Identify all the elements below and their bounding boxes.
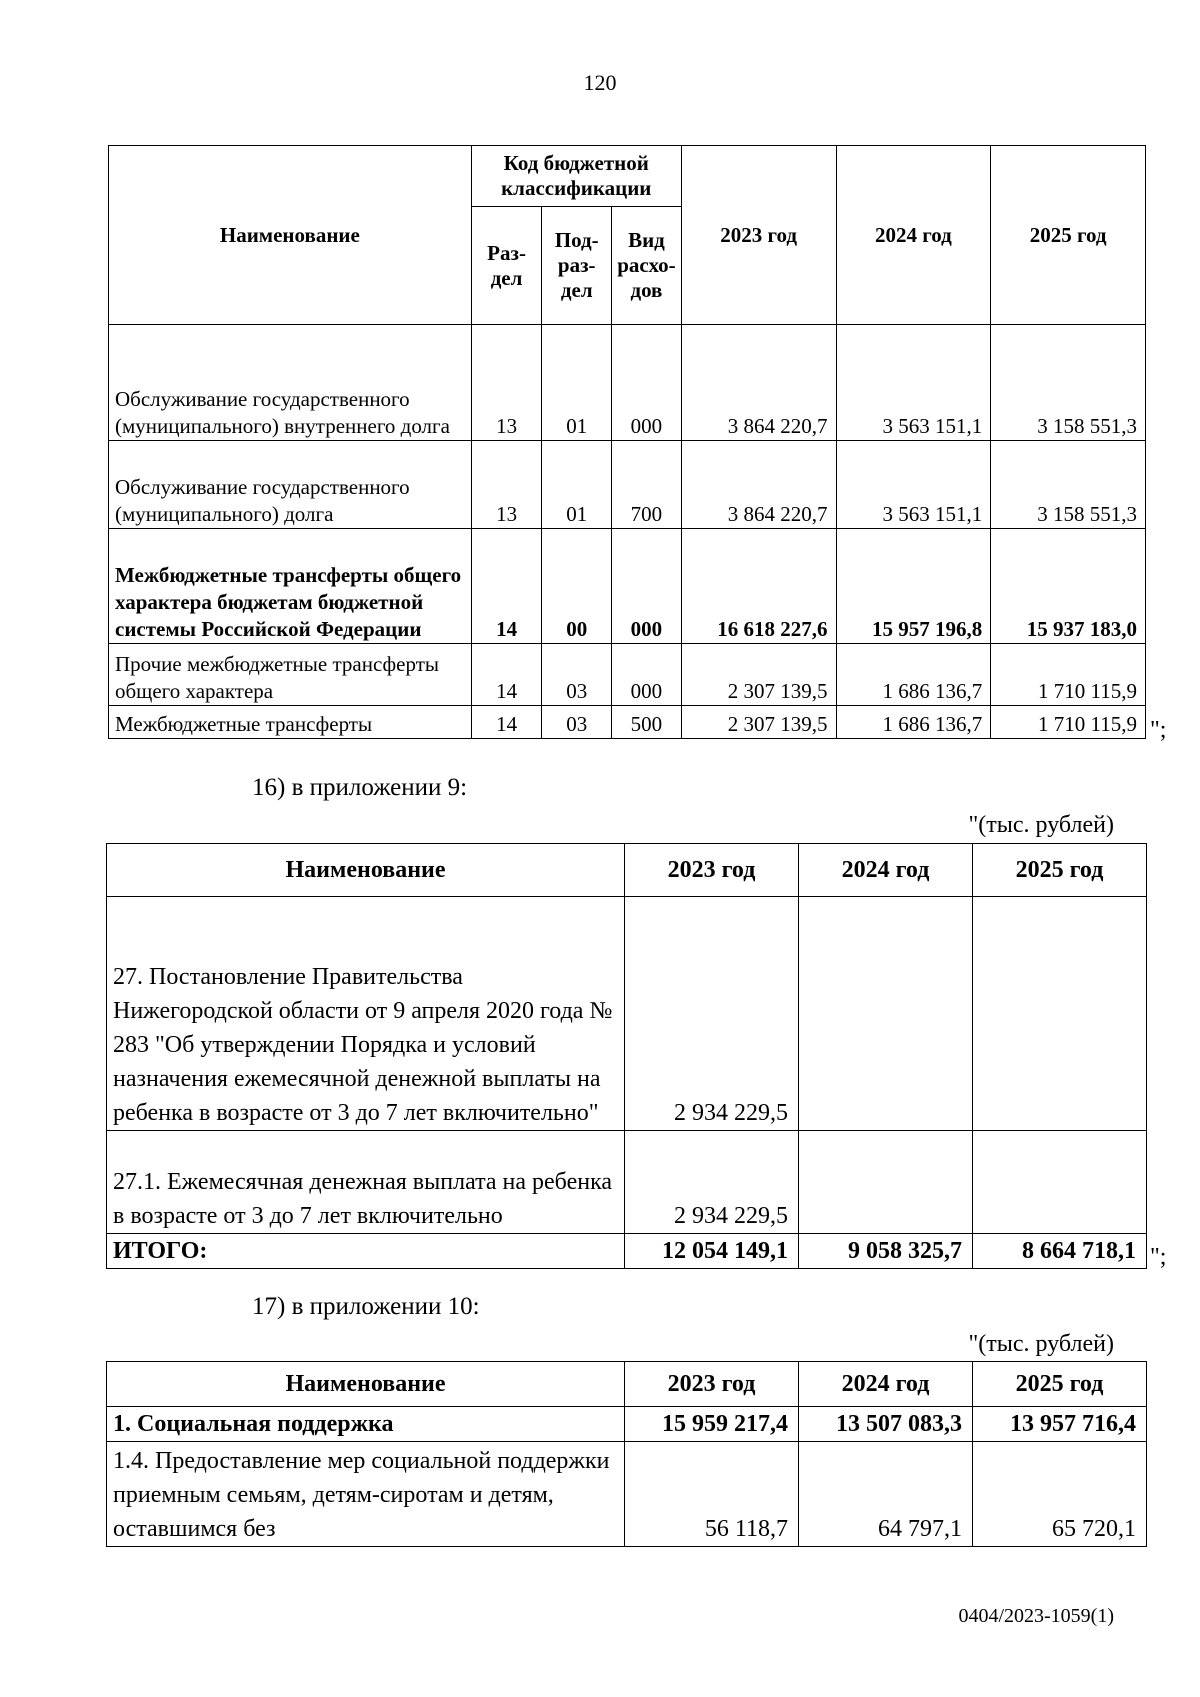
- row-subsection: 03: [542, 644, 612, 706]
- section16-unit: "(тыс. рублей): [968, 812, 1114, 838]
- row-section: 13: [471, 441, 542, 529]
- header-name: Наименование: [109, 146, 472, 325]
- table-row: [107, 1407, 1147, 1442]
- row-name: Обслуживание государственного (муниципального) долга: [109, 441, 472, 529]
- header-2023: 2023 год: [681, 146, 836, 325]
- section17-intro: 17) в приложении 10:: [252, 1293, 480, 1320]
- total-label: ИТОГО:: [107, 1234, 625, 1269]
- header-expense-type: Вид расхо- дов: [612, 207, 682, 325]
- row-2025: 15 937 183,0: [991, 529, 1146, 644]
- header-section: Раз- дел: [471, 207, 542, 325]
- total-row: [107, 1234, 1147, 1269]
- row-subsection: 01: [542, 441, 612, 529]
- row-2025: 65 720,1: [973, 1442, 1147, 1547]
- header-name: Наименование: [107, 844, 625, 897]
- row-section: 14: [471, 529, 542, 644]
- row-name: Прочие межбюджетные трансферты общего характера: [109, 644, 472, 706]
- row-2025: 3 158 551,3: [991, 325, 1146, 441]
- row-2025: 3 158 551,3: [991, 441, 1146, 529]
- row-expense-type: 500: [612, 706, 682, 739]
- row-2023: 3 864 220,7: [681, 441, 836, 529]
- header-2024: 2024 год: [836, 146, 991, 325]
- row-2023: 2 934 229,5: [625, 1131, 799, 1234]
- section16-intro: 16) в приложении 9:: [252, 774, 468, 801]
- row-2024: 3 563 151,1: [836, 441, 991, 529]
- header-2023: 2023 год: [625, 1362, 799, 1407]
- row-2025: [973, 897, 1147, 1131]
- appendix9-table: [106, 843, 1147, 1269]
- row-expense-type: 000: [612, 529, 682, 644]
- header-name: Наименование: [107, 1362, 625, 1407]
- row-section: 13: [471, 325, 542, 441]
- row-expense-type: 000: [612, 644, 682, 706]
- row-2023: 56 118,7: [625, 1442, 799, 1547]
- row-2023: 3 864 220,7: [681, 325, 836, 441]
- table-row: [107, 1442, 1147, 1547]
- row-section: 14: [471, 644, 542, 706]
- header-2024: 2024 год: [799, 844, 973, 897]
- table-row: [109, 706, 1146, 739]
- table-row: [109, 325, 1146, 441]
- header-code-group: Код бюджетной классификации: [471, 146, 681, 207]
- row-2024: [799, 1131, 973, 1234]
- header-2023: 2023 год: [625, 844, 799, 897]
- row-expense-type: 000: [612, 325, 682, 441]
- row-2023: 15 959 217,4: [625, 1407, 799, 1442]
- row-expense-type: 700: [612, 441, 682, 529]
- row-2024: 3 563 151,1: [836, 325, 991, 441]
- row-name: 1. Социальная поддержка: [107, 1407, 625, 1442]
- table-row: [109, 644, 1146, 706]
- header-2025: 2025 год: [973, 1362, 1147, 1407]
- row-subsection: 01: [542, 325, 612, 441]
- table-row: [109, 529, 1146, 644]
- table1-closing-quote: ";: [1150, 717, 1167, 743]
- section16-closing-quote: ";: [1150, 1244, 1167, 1270]
- table-row: [107, 1131, 1147, 1234]
- row-subsection: 03: [542, 706, 612, 739]
- header-2024: 2024 год: [799, 1362, 973, 1407]
- row-2024: [799, 897, 973, 1131]
- row-name: Межбюджетные трансферты: [109, 706, 472, 739]
- table-row: [107, 897, 1147, 1131]
- row-2025: 13 957 716,4: [973, 1407, 1147, 1442]
- header-2025: 2025 год: [991, 146, 1146, 325]
- total-2024: 9 058 325,7: [799, 1234, 973, 1269]
- row-name: Обслуживание государственного (муниципального) внутреннего долга: [109, 325, 472, 441]
- row-2023: 2 307 139,5: [681, 644, 836, 706]
- row-2023: 16 618 227,6: [681, 529, 836, 644]
- row-2024: 1 686 136,7: [836, 706, 991, 739]
- row-2025: 1 710 115,9: [991, 644, 1146, 706]
- appendix10-table: [106, 1361, 1147, 1547]
- row-2023: 2 307 139,5: [681, 706, 836, 739]
- row-section: 14: [471, 706, 542, 739]
- row-2024: 64 797,1: [799, 1442, 973, 1547]
- total-2023: 12 054 149,1: [625, 1234, 799, 1269]
- document-number: 0404/2023-1059(1): [958, 1605, 1114, 1627]
- row-2023: 2 934 229,5: [625, 897, 799, 1131]
- page-number: 120: [583, 70, 617, 95]
- row-2025: 1 710 115,9: [991, 706, 1146, 739]
- row-2024: 15 957 196,8: [836, 529, 991, 644]
- row-name: 27. Постановление Правительства Нижегородской области от 9 апреля 2020 года № 283 "Об утверждении Порядка и условий назначения ежемесячной денежной выплаты на ребенка в возрасте от 3 до 7 лет включительно": [107, 897, 625, 1131]
- header-2025: 2025 год: [973, 844, 1147, 897]
- header-subsection: Под- раз- дел: [542, 207, 612, 325]
- row-subsection: 00: [542, 529, 612, 644]
- total-2025: 8 664 718,1: [973, 1234, 1147, 1269]
- budget-classification-table: [108, 145, 1146, 739]
- table-row: [109, 441, 1146, 529]
- row-2024: 13 507 083,3: [799, 1407, 973, 1442]
- row-name: Межбюджетные трансферты общего характера бюджетам бюджетной системы Российской Федерации: [109, 529, 472, 644]
- section17-unit: "(тыс. рублей): [968, 1331, 1114, 1357]
- row-2025: [973, 1131, 1147, 1234]
- row-2024: 1 686 136,7: [836, 644, 991, 706]
- row-name: 1.4. Предоставление мер социальной поддержки приемным семьям, детям-сиротам и детям, оставшимся без: [107, 1442, 625, 1547]
- row-name: 27.1. Ежемесячная денежная выплата на ребенка в возрасте от 3 до 7 лет включительно: [107, 1131, 625, 1234]
